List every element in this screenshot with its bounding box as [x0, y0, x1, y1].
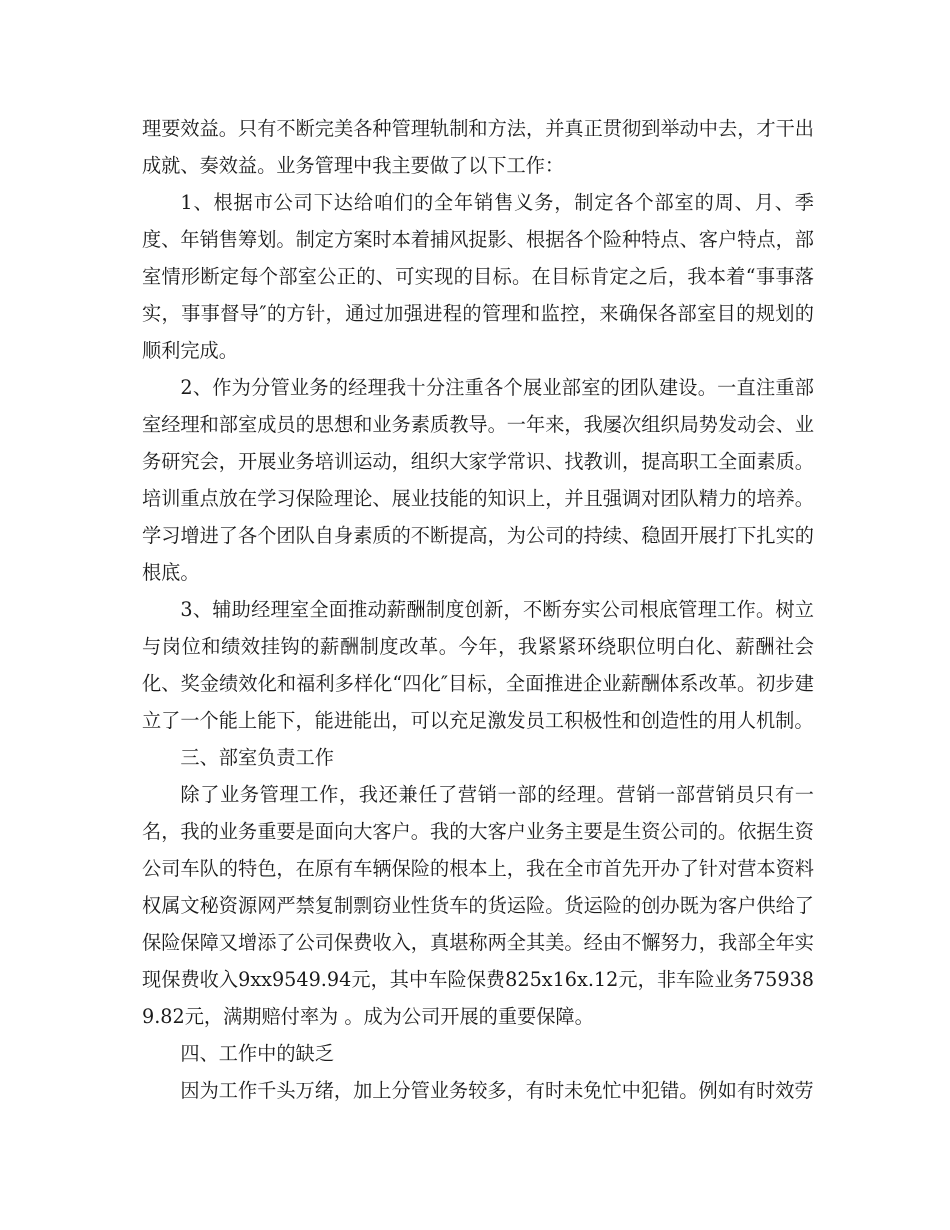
- paragraph-1: 理要效益。只有不断完美各种管理轨制和方法，并真正贯彻到举动中去，才干出成就、奏效益。业务管理中我主要做了以下工作：: [142, 117, 814, 177]
- paragraph-6: 因为工作千头万绪，加上分管业务较多，有时未免忙中犯错。例如有时效劳: [180, 1079, 814, 1102]
- paragraph-3: 2、作为分管业务的经理我十分注重各个展业部室的团队建设。一直注重部室经理和部室成员的思想和业务素质教导。一年来，我屡次组织局势发动会、业务研究会，开展业务培训运动，组织大家学常识、找教训，提高职工全面素质。培训重点放在学习保险理论、展业技能的知识上，并且强调对团队精力的培养。学习增进了各个团队自身素质的不断提高，为公司的持续、稳固开展打下扎实的根底。: [142, 376, 814, 584]
- section-heading-4: 四、工作中的缺乏: [180, 1042, 334, 1065]
- paragraph-5: 除了业务管理工作，我还兼任了营销一部的经理。营销一部营销员只有一名，我的业务重要是面向大客户。我的大客户业务主要是生资公司的。依据生资公司车队的特色，在原有车辆保险的根本上，我在全市首先开办了针对营本资料权属文秘资源网严禁复制剽窃业性货车的货运险。货运险的创办既为客户供给了保险保障又增添了公司保费收入，真堪称两全其美。经由不懈努力，我部全年实现保费收入9xx9549.94元，其中车险保费825x16x.12元，非车险业务759389.82元，满期赔付率为 。成为公司开展的重要保障。: [142, 783, 814, 1028]
- document-body: [142, 110, 814, 1109]
- paragraph-2: 1、根据市公司下达给咱们的全年销售义务，制定各个部室的周、月、季度、年销售筹划。制定方案时本着捕风捉影、根据各个险种特点、客户特点，部室情形断定每个部室公正的、可实现的目标。在目标肯定之后，我本着“事事落实，事事督导″的方针，通过加强进程的管理和监控，来确保各部室目的规划的顺利完成。: [142, 191, 814, 362]
- paragraph-4: 3、辅助经理室全面推动薪酬制度创新，不断夯实公司根底管理工作。树立与岗位和绩效挂钩的薪酬制度改革。今年，我紧紧环绕职位明白化、薪酬社会化、奖金绩效化和福利多样化“四化″目标，全面推进企业薪酬体系改革。初步建立了一个能上能下，能进能出，可以充足激发员工积极性和创造性的用人机制。: [142, 598, 814, 732]
- section-heading-3: 三、部室负责工作: [180, 746, 334, 769]
